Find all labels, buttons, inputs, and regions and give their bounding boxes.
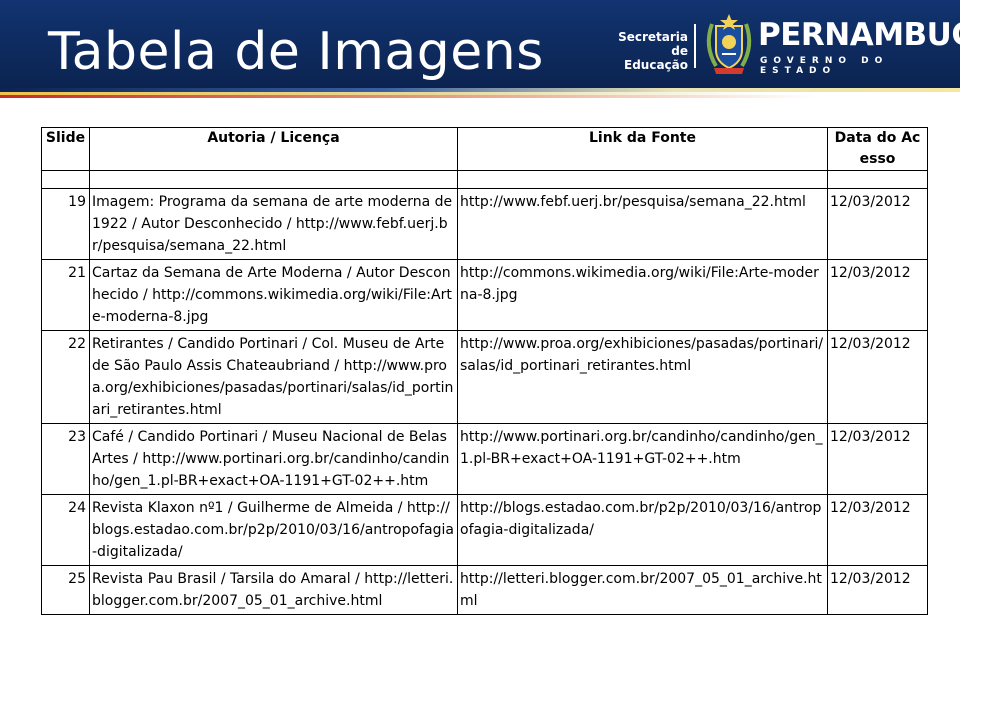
coat-of-arms-icon: [702, 12, 756, 76]
slide-number-cell: 22: [42, 331, 90, 424]
table-row: [42, 495, 928, 566]
table-header-row: [42, 128, 928, 171]
table-row: [42, 424, 928, 495]
column-header-data: Data do Acesso: [828, 128, 928, 171]
source-link-cell[interactable]: http://commons.wikimedia.org/wiki/File:Arte-moderna-8.jpg: [458, 260, 828, 331]
column-header-link: Link da Fonte: [458, 128, 828, 171]
table-cell: [458, 171, 828, 189]
access-date-cell: 12/03/2012: [828, 495, 928, 566]
access-date-cell: 12/03/2012: [828, 189, 928, 260]
slide-header: [0, 0, 999, 88]
government-logo: [600, 10, 999, 80]
table-row: [42, 331, 928, 424]
autoria-cell: Imagem: Programa da semana de arte moderna de1922 / Autor Desconhecido / http://www.febf.uerj.br/pesquisa/semana_22.html: [90, 189, 458, 260]
table-cell: [90, 171, 458, 189]
source-link-cell[interactable]: http://www.proa.org/exhibiciones/pasadas/portinari/salas/id_portinari_retirantes.html: [458, 331, 828, 424]
column-header-slide: Slide: [42, 128, 90, 171]
autoria-cell: Café / Candido Portinari / Museu Nacional de Belas Artes / http://www.portinari.org.br/candinho/candinho/gen_1.pl-BR+exact+OA-1191+GT-02++.htm: [90, 424, 458, 495]
source-link-cell[interactable]: http://www.febf.uerj.br/pesquisa/semana_22.html: [458, 189, 828, 260]
state-name: PERNAMBUCO: [758, 17, 999, 53]
autoria-cell: Cartaz da Semana de Arte Moderna / Autor Desconhecido / http://commons.wikimedia.org/wiki/File:Arte-moderna-8.jpg: [90, 260, 458, 331]
slide-number-cell: 19: [42, 189, 90, 260]
source-link-cell[interactable]: http://www.portinari.org.br/candinho/candinho/gen_1.pl-BR+exact+OA-1191+GT-02++.htm: [458, 424, 828, 495]
access-date-cell: 12/03/2012: [828, 424, 928, 495]
secretaria-label: [608, 30, 688, 72]
table-row: [42, 566, 928, 615]
image-credits-table: [41, 127, 928, 615]
table-row-empty: [42, 171, 928, 189]
access-date-cell: 12/03/2012: [828, 566, 928, 615]
autoria-cell: Retirantes / Candido Portinari / Col. Museu de Arte de São Paulo Assis Chateaubriand / http://www.proa.org/exhibiciones/pasadas/portinari/salas/id_portinari_retirantes.html: [90, 331, 458, 424]
table-row: [42, 189, 928, 260]
table-cell: [828, 171, 928, 189]
state-subtitle: GOVERNO DO ESTADO: [760, 56, 889, 76]
slide-number-cell: 23: [42, 424, 90, 495]
slide-number-cell: 25: [42, 566, 90, 615]
column-header-autoria: Autoria / Licença: [90, 128, 458, 171]
slide-number-cell: 21: [42, 260, 90, 331]
source-link-cell[interactable]: http://letteri.blogger.com.br/2007_05_01_archive.html: [458, 566, 828, 615]
secretaria-line-2: Educação: [624, 58, 688, 72]
secretaria-line-1: Secretaria de: [618, 30, 688, 58]
page-title: Tabela de Imagens: [48, 22, 544, 82]
access-date-cell: 12/03/2012: [828, 331, 928, 424]
slide-number-cell: 24: [42, 495, 90, 566]
table-row: [42, 260, 928, 331]
autoria-cell: Revista Pau Brasil / Tarsila do Amaral / http://letteri.blogger.com.br/2007_05_01_archive.html: [90, 566, 458, 615]
table-cell: [42, 171, 90, 189]
logo-divider: [694, 24, 696, 68]
header-stripes: [0, 88, 960, 100]
source-link-cell[interactable]: http://blogs.estadao.com.br/p2p/2010/03/16/antropofagia-digitalizada/: [458, 495, 828, 566]
stripe-red: [0, 95, 960, 98]
access-date-cell: 12/03/2012: [828, 260, 928, 331]
autoria-cell: Revista Klaxon nº1 / Guilherme de Almeida / http://blogs.estadao.com.br/p2p/2010/03/16/antropofagia-digitalizada/: [90, 495, 458, 566]
